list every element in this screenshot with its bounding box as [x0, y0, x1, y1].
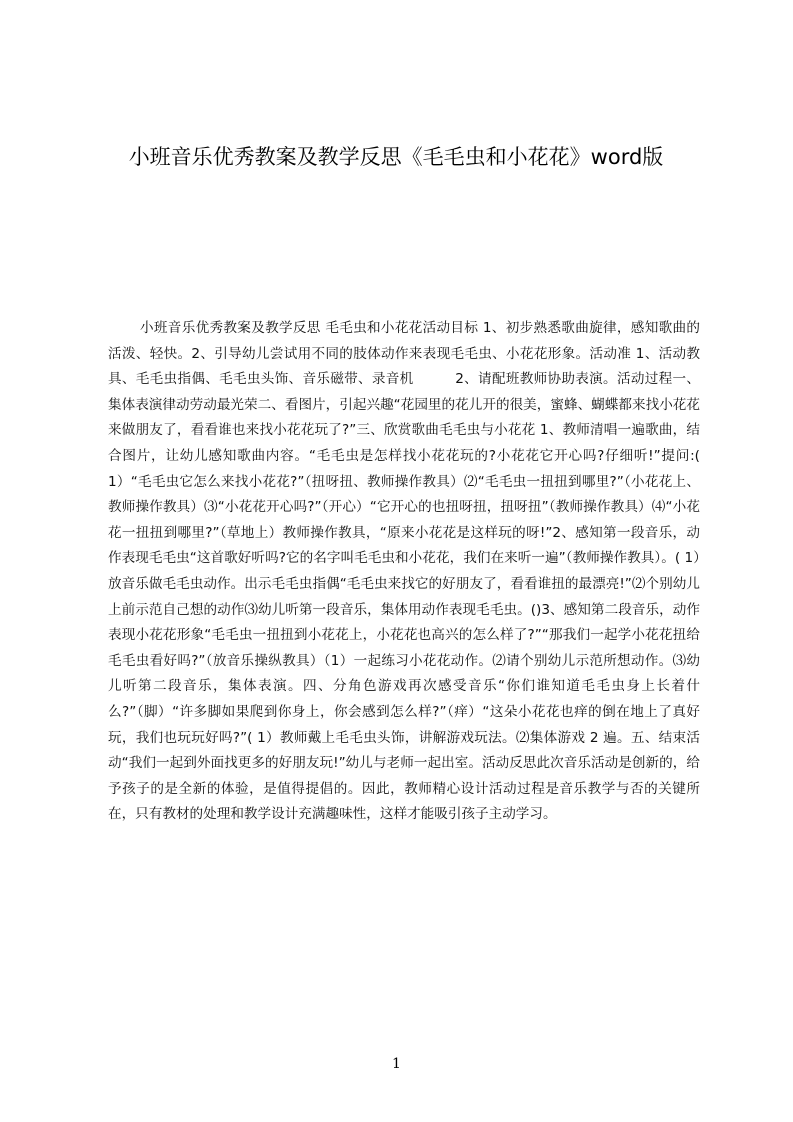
- document-title: 小班音乐优秀教案及教学反思《毛毛虫和小花花》word版: [128, 145, 664, 169]
- body-paragraph: 小班音乐优秀教案及教学反思 毛毛虫和小花花活动目标 1、初步熟悉歌曲旋律，感知歌曲的活泼、轻快。2、引导幼儿尝试用不同的肢体动作来表现毛毛虫、小花花形象。活动准 1、活动教具、毛毛虫指偶、毛毛虫头饰、音乐磁带、录音机 2、请配班教师协助表演。活动过程一、集体表演律动劳动最光荣二、看图片，引起兴趣“花园里的花儿开的很美，蜜蜂、蝴蝶都来找小花花来做朋友了，看看谁也来找小花花玩了?”三、欣赏歌曲毛毛虫与小花花 1、教师清唱一遍歌曲，结合图片，让幼儿感知歌曲内容。“毛毛虫是怎样找小花花玩的?小花花它开心吗?仔细听!”提问:( 1）“毛毛虫它怎么来找小花花?”（扭呀扭、教师操作教具）⑵“毛毛虫一扭扭到哪里?”（小花花上、教师操作教具）⑶“小花花开心吗?”（开心）“它开心的也扭呀扭，扭呀扭”（教师操作教具）⑷“小花花一扭扭到哪里?”（草地上）教师操作教具，“原来小花花是这样玩的呀!”2、感知第一段音乐，动作表现毛毛虫“这首歌好听吗?它的名字叫毛毛虫和小花花，我们在来听一遍”（教师操作教具）。( 1）放音乐做毛毛虫动作。出示毛毛虫指偶“毛毛虫来找它的好朋友了，看看谁扭的最漂亮!”⑵个别幼儿上前示范自己想的动作⑶幼儿听第一段音乐，集体用动作表现毛毛虫。()3、感知第二段音乐，动作表现小花花形象“毛毛虫一扭扭到小花花上，小花花也高兴的怎么样了?”“那我们一起学小花花扭给毛毛虫看好吗?”（放音乐操纵教具）（1）一起练习小花花动作。⑵请个别幼儿示范所想动作。⑶幼儿听第二段音乐，集体表演。四、分角色游戏再次感受音乐“你们谁知道毛毛虫身上长着什么?”（脚）“许多脚如果爬到你身上，你会感到怎么样?”（痒）“这朵小花花也痒的倒在地上了真好玩，我们也玩玩好吗?”( 1）教师戴上毛毛虫头饰，讲解游戏玩法。⑵集体游戏 2 遍。五、结束活动“我们一起到外面找更多的好朋友玩!”幼儿与老师一起出室。活动反思此次音乐活动是创新的，给予孩子的是全新的体验，是值得提倡的。因此，教师精心设计活动过程是音乐教学与否的关键所在，只有教材的处理和教学设计充满趣味性，这样才能吸引孩子主动学习。: [108, 320, 700, 823]
- page-number: 1: [392, 1056, 401, 1072]
